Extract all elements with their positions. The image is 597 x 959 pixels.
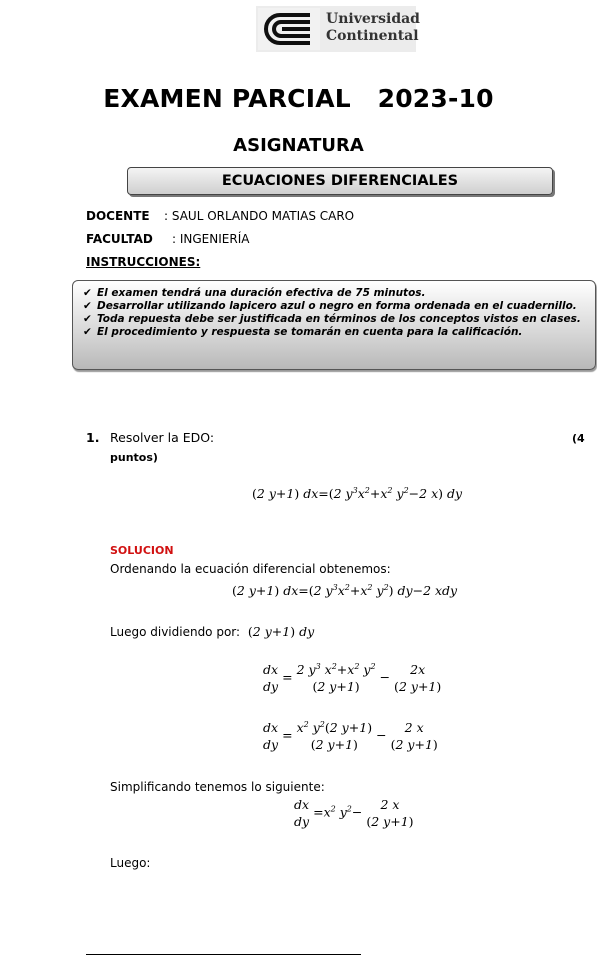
university-logo bbox=[256, 6, 420, 52]
instruction-item: ✔ Toda repuesta debe ser justificada en términos de los conceptos vistos en clases. bbox=[83, 313, 581, 325]
course-name-box bbox=[127, 167, 553, 195]
university-name-line2: Continental bbox=[326, 28, 419, 44]
solution-step-1: Ordenando la ecuación diferencial obtenemos: bbox=[110, 562, 391, 576]
solution-step-4: Luego: bbox=[110, 856, 151, 870]
divided-equation: dx dy = 2 $y^3$ $x^2+x^2$ $y^2$ (2 y+1) − 2x (2 y+1) bbox=[263, 662, 442, 694]
footer-divider bbox=[86, 954, 361, 955]
instructions-list bbox=[83, 287, 585, 339]
divisor-expression: (2 y+1) dy bbox=[247, 624, 315, 639]
solution-step-2: Luego dividiendo por: (2 y+1) dy bbox=[110, 624, 315, 639]
instructions-heading: INSTRUCCIONES: bbox=[86, 255, 201, 269]
checkmark-icon: ✔ bbox=[83, 287, 92, 299]
checkmark-icon: ✔ bbox=[83, 326, 92, 338]
question-points-open: (4 bbox=[572, 432, 585, 445]
exam-title: EXAMEN PARCIAL 2023-10 bbox=[103, 84, 494, 113]
docente-value: : SAUL ORLANDO MATIAS CARO bbox=[164, 209, 355, 223]
factored-equation: dx dy = $x^2$ $y^2(2$ y+1) (2 y+1) − 2 x (2 y+1) bbox=[263, 720, 438, 752]
question-number: 1. bbox=[86, 430, 100, 445]
instructions-box bbox=[72, 280, 596, 370]
facultad-row bbox=[86, 232, 249, 246]
university-name-line1: Universidad bbox=[326, 11, 420, 27]
question-1 bbox=[86, 430, 214, 445]
question-points-close: puntos) bbox=[110, 451, 158, 464]
university-logo-icon bbox=[258, 8, 320, 50]
instruction-item: ✔ El examen tendrá una duración efectiva de 75 minutos. bbox=[83, 287, 426, 299]
question-text: Resolver la EDO: bbox=[110, 430, 215, 445]
docente-label: DOCENTE bbox=[86, 209, 150, 223]
ode-equation: (2 y+1) dx=(2 $y^3x^2+x^2$ $y^2-2$ x) dy bbox=[252, 486, 463, 501]
course-name: ECUACIONES DIFERENCIALES bbox=[221, 173, 459, 189]
simplified-equation: dx dy $=x^2$ $y^2-$ 2 x (2 y+1) bbox=[294, 797, 414, 829]
checkmark-icon: ✔ bbox=[83, 300, 92, 312]
facultad-value: : INGENIERÍA bbox=[172, 232, 250, 246]
rearranged-equation: (2 y+1) dx=(2 $y^3x^2+x^2$ $y^2$) dy−2 xdy bbox=[232, 583, 458, 598]
solution-step-3: Simplificando tenemos lo siguiente: bbox=[110, 780, 325, 794]
facultad-label: FACULTAD bbox=[86, 232, 153, 246]
instruction-item: ✔ Desarrollar utilizando lapicero azul o negro en forma ordenada en el cuadernillo. bbox=[83, 300, 577, 312]
instruction-item: ✔ El procedimiento y respuesta se tomarán en cuenta para la calificación. bbox=[83, 326, 523, 338]
docente-row bbox=[86, 209, 354, 223]
subject-heading: ASIGNATURA bbox=[233, 135, 364, 156]
solution-heading: SOLUCION bbox=[110, 544, 174, 557]
checkmark-icon: ✔ bbox=[83, 313, 92, 325]
